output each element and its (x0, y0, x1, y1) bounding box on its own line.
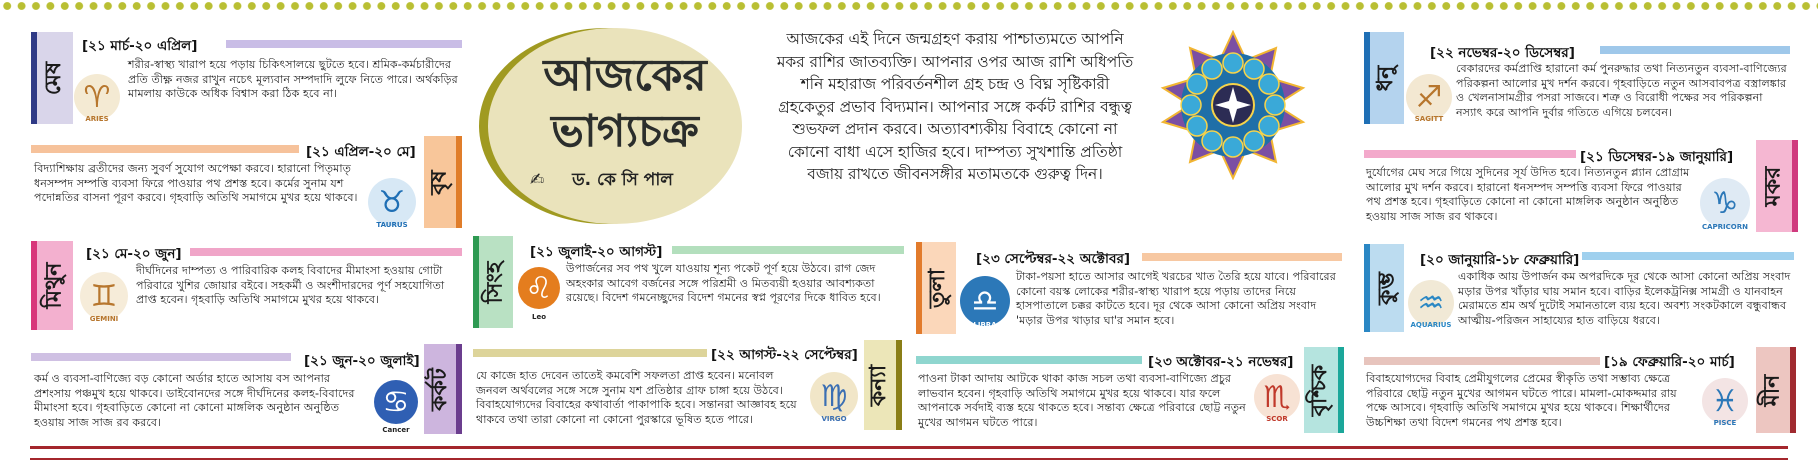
mesh-prediction: শরীর-স্বাস্থ্য খারাপ হয়ে পড়ায় চিকিৎসালয়ে ছুটতে হবে। শ্রমিক-কর্মচারীদের প্রতি তীক্ষ্ণ নজর রাখুন নচেৎ মূল্যবান সম্পদাদি লুফে নিতে পারে। অর্থকড়ির মামলায় কাউকে অধিক বিশ্বাস করা ঠিক হবে না। (128, 58, 458, 100)
karkat-name: কর্কট (426, 367, 452, 411)
bottom-rule-thick (30, 446, 1788, 449)
makar-date: [২১ ডিসেম্বর-১৯ জানুয়ারি] (1580, 149, 1734, 165)
tula-name: তুলা (925, 268, 951, 308)
mesh-name: মেষ (41, 61, 67, 95)
mithun-prediction: দীর্ঘদিনের দাম্পত্য ও পারিবারিক কলহ বিবাদের মীমাংসা হওয়ায় গোটা পরিবারে খুশির জোয়ার বইবে। সহকর্মী ও অংশীদারদের পূর্ণ সহযোগিতা প্রাপ্ত হবেন। গৃহবাড়ি অতিথি সমাগমে মুখর হয়ে থাকবে। (136, 264, 445, 306)
aries-icon: ♈ ARIES (74, 74, 120, 120)
brischik-bar (916, 356, 1142, 364)
top-dot-border (0, 0, 1818, 13)
dhanu-date: [২২ নভেম্বর-২০ ডিসেম্বর] (1430, 45, 1575, 61)
brischik-date: [২৩ অক্টোবর-২১ নভেম্বর] (1148, 354, 1294, 370)
dhanu-bar (1600, 46, 1790, 54)
kumbha-bar (1582, 252, 1794, 260)
mithun-name: মিথুন (41, 262, 67, 309)
pen-icon: ✍ (530, 170, 545, 190)
singha-name: সিংহ (482, 261, 508, 303)
sagittarius-icon: ♐ SAGITT (1406, 74, 1452, 120)
kanya-bar (473, 349, 707, 357)
brish-name-box (424, 136, 456, 228)
virgo-icon: ♍ VIRGO (810, 372, 858, 420)
libra-icon: ♎ LIBRA (960, 276, 1010, 326)
capricorn-icon: ♑ CAPRICORN (1700, 178, 1750, 228)
tula-name-box (922, 242, 956, 334)
brish-bar (31, 145, 299, 153)
makar-name: মকর (1760, 166, 1786, 206)
meen-bar (1364, 357, 1600, 365)
makar-prediction: দুর্যোগের মেঘ সরে গিয়ে সুদিনের সূর্য উদিত হবে। নিত্যনতুন প্ল্যান প্রোগ্রাম আলোর মুখ দর্শন করবে। হারানো ধনসম্পদ সম্পত্তি ব্যবসা ফিরে পাওয়ার পথ প্রশস্ত হবে। গৃহবাড়িতে কোনো না কোনো মাঙ্গলিক অনুষ্ঠান অনুষ্ঠিত হওয়ায় সাজ সাজ রব থাকবে। (1366, 166, 1690, 223)
meen-edge (1790, 347, 1796, 433)
singha-name-box (479, 236, 513, 328)
dhanu-name: ধনু (1373, 65, 1399, 91)
kumbha-date: [২০ জানুয়ারি-১৮ ফেব্রুয়ারি] (1420, 252, 1580, 268)
makar-name-box (1756, 140, 1792, 232)
taurus-icon: ♉ TAURUS (368, 178, 416, 226)
mithun-date: [২১ মে-২০ জুন] (86, 246, 182, 262)
bottom-rule-thin (30, 458, 1788, 460)
brischik-name: বৃশ্চিক (1307, 364, 1333, 416)
dhanu-name-box (1370, 32, 1404, 124)
mesh-date: [২১ মার্চ-২০ এপ্রিল] (82, 38, 198, 54)
meen-name-box (1756, 347, 1790, 433)
mithun-name-box (37, 241, 73, 330)
scorpio-icon: ♏ SCOR (1254, 374, 1300, 420)
kanya-prediction: যে কাজে হাত দেবেন তাতেই কমবেশি সফলতা প্রাপ্ত হবেন। মনোবল জনবল অর্থবলের সঙ্গে সঙ্গে সুনাম যশ প্রতিষ্ঠার গ্রাফ চাঙ্গা হয়ে উঠবে। বিবাহযোগ্যদের বিবাহের কথাবার্তা পাকাপাকি হবে। সন্তানরা আজ্ঞাবহ হয়ে থাকবে তথা তারা কোনো না কোনো পুরস্কারে ভূষিত হতে পারে। (476, 369, 797, 426)
author-name: ড. কে সি পাল (572, 170, 673, 190)
brischik-name-box (1304, 347, 1338, 433)
page-title-line1: আজকের (543, 50, 707, 101)
brish-prediction: বিদ্যাশিক্ষায় ব্রতীদের জন্য সুবর্ণ সুযোগ অপেক্ষা করবে। হারানো পিতৃমাতৃ ধনসম্পদ সম্পত্তি ব্যবসা ফিরে পাওয়ার পথ প্রশস্ত হবে। কর্মের সুনাম যশ পদোন্নতির বাসনা পূরণ করবে। গৃহবাড়ি অতিথি সমাগমে মুখর হয়ে থাকবে। (34, 162, 358, 204)
karkat-edge (456, 344, 462, 434)
brish-edge (456, 136, 462, 228)
brish-name: বৃষ (426, 169, 452, 195)
meen-prediction: বিবাহযোগ্যদের বিবাহ প্রেমীযুগলের প্রেমের স্বীকৃতি তথা সম্ভাব্য ক্ষেত্রে পরিবারে ছোট্ট নতুন মুখের আগমন ঘটতে পারে। মামলা-মোকদ্দমার রায় পক্ষে আসবে। গৃহবাড়ি অতিথি সমাগমে মুখর হয়ে থাকবে। শিক্ষার্থীদের উচ্চশিক্ষা তথা বিদেশ গমনের পথ প্রশস্ত হবে। (1366, 372, 1677, 429)
brischik-prediction: পাওনা টাকা আদায় আটকে থাকা কাজ সচল তথা ব্যবসা-বাণিজ্যে প্রচুর লাভবান হবেন। গৃহবাড়ি অতিথি সমাগমে মুখর হয়ে থাকবে। যার ফলে আপনাকে সর্বদাই ব্যস্ত হয়ে থাকতে হবে। সন্তাব্য ক্ষেত্রে পরিবারে ছোট্ট নতুন মুখের আগমন ঘটতে পারে। (918, 372, 1246, 429)
karkat-name-box (424, 344, 456, 434)
meen-name: মীন (1759, 374, 1785, 406)
singha-bar (672, 246, 904, 254)
mesh-bar (226, 40, 462, 48)
author-byline (530, 167, 673, 195)
kumbha-prediction: একাধিক আয় উপার্জন কম অপরদিকে দূর থেকে আসা কোনো অপ্রিয় সংবাদ মড়ার উপর খাঁড়ার ঘায় সমান হবে। বাড়ির ইলেকট্রনিক্স সামগ্রী ও যানবাহন মেরামতে শ্রম অর্থ দুটোই সমানতালে ব্যয় হবে। অবশ্য সংকটকালে বন্ধুবান্ধব আত্মীয়-পরিজন সাহায্যের হাত বাড়িয়ে ধরবে। (1458, 270, 1791, 327)
kanya-name-box (864, 340, 896, 430)
tula-prediction: টাকা-পয়সা হাতে আসার আগেই খরচের খাত তৈরি হয়ে যাবে। পরিবারের কোনো বয়স্ক লোকের শরীর-স্বাস্থ্য খারাপ হয়ে পড়ায় তাদের নিয়ে হাসপাতালে চক্কর কাটতে হবে। দূর থেকে আসা কোনো অপ্রিয় সংবাদ 'মড়ার উপর খাড়ার ঘা'র সমান হবে। (1016, 270, 1336, 327)
makar-bar (1364, 150, 1576, 158)
mithun-bar (190, 248, 462, 256)
singha-prediction: উপার্জনের সব পথ খুলে যাওয়ায় শূন্য পকেট পূর্ণ হয়ে উঠবে। রাগ জেদ অহংকার আবেগ বর্জনের সঙ্গে পরিশ্রমী ও মিতব্যয়ী হওয়ার আবশ্যকতা রয়েছে। বিদেশ গমনেচ্ছুদের বিদেশ গমনের স্বপ্ন পূরণের দিকে ধাবিত হবে। (566, 262, 881, 304)
brish-date: [২১ এপ্রিল-২০ মে] (306, 144, 416, 160)
cancer-icon: ♋ Cancer (374, 380, 418, 424)
mesh-name-box (37, 32, 73, 124)
aquarius-icon: ♒ AQUARIUS (1408, 280, 1454, 326)
makar-edge (1792, 140, 1798, 232)
kumbha-name-box (1370, 244, 1404, 332)
kanya-date: [২২ আগস্ট-২২ সেপ্টেম্বর] (711, 347, 858, 363)
meen-date: [১৯ ফেব্রুয়ারি-২০ মার্চ] (1604, 354, 1735, 370)
zodiac-wheel-icon (1158, 30, 1308, 180)
karkat-date: [২১ জুন-২০ জুলাই] (304, 353, 420, 369)
gemini-icon: ♊ GEMINI (80, 272, 128, 320)
kanya-name: কন্যা (866, 364, 892, 406)
leo-icon: ♌ Leo (518, 267, 560, 309)
dhanu-prediction: বেকারদের কর্মপ্রাপ্তি হারানো কর্ম পুনরুদ্ধার তথা নিত্যনতুন ব্যবসা-বাণিজ্যের পরিকল্পনা আলোর মুখ দর্শন করবে। গৃহবাড়িতে নতুন আসবাবপত্র বস্ত্রালঙ্কার ও খেলনাসামগ্রীর পসরা সাজবে। শত্রু ও বিরোধী পক্ষের সব পরিকল্পনা নস্যাৎ করে আপনি দুর্বার গতিতে এগিয়ে চলবেন। (1456, 62, 1787, 119)
kumbha-name: কুম্ভ (1373, 271, 1399, 305)
brischik-edge (1338, 347, 1344, 433)
intro-paragraph: আজকের এই দিনে জন্মগ্রহণ করায় পাশ্চাত্যমতে আপনি মকর রাশির জাতব্যক্তি। আপনার ওপর আজ রাশি অধিপতি শনি মহারাজ পরিবর্তনশীল গ্রহ চন্দ্র ও বিঘ্ন সৃষ্টিকারী গ্রহকেতুর প্রভাব বিদ্যমান। আপনার সঙ্গে কর্কট রাশির বন্ধুত্ব শুভফল প্রদান করবে। অত্যাবশ্যকীয় বিবাহে কোনো না কোনো বাধা এসে হাজির হবে। দাম্পত্য সুখশান্তি প্রতিষ্ঠা বজায় রাখতে জীবনসঙ্গীর মতামতকে গুরুত্ব দিন। (776, 30, 1134, 183)
karkat-prediction: কর্ম ও ব্যবসা-বাণিজ্যে বড় কোনো অর্ডার হাতে আসায় বস আপনার প্রশংসায় পঞ্চমুখ হয়ে থাকবে। ডাইবোনদের সঙ্গে দীর্ঘদিনের কলহ-বিবাদের মীমাংসা হবে। গৃহবাড়িতে কোনো না কোনো মাঙ্গলিক অনুষ্ঠান অনুষ্ঠিত হওয়ায় সাজ সাজ রব করবে। (34, 372, 355, 429)
pisces-icon: ♓ PISCE (1702, 378, 1748, 424)
kanya-edge (896, 340, 902, 430)
tula-date: [২৩ সেপ্টেম্বর-২২ অক্টোবর] (976, 251, 1131, 267)
tula-bar (1142, 253, 1342, 261)
karkat-bar (31, 353, 291, 361)
singha-date: [২১ জুলাই-২০ আগস্ট] (530, 244, 663, 260)
page-title-line2: ভাগ্যচক্র (551, 106, 699, 157)
